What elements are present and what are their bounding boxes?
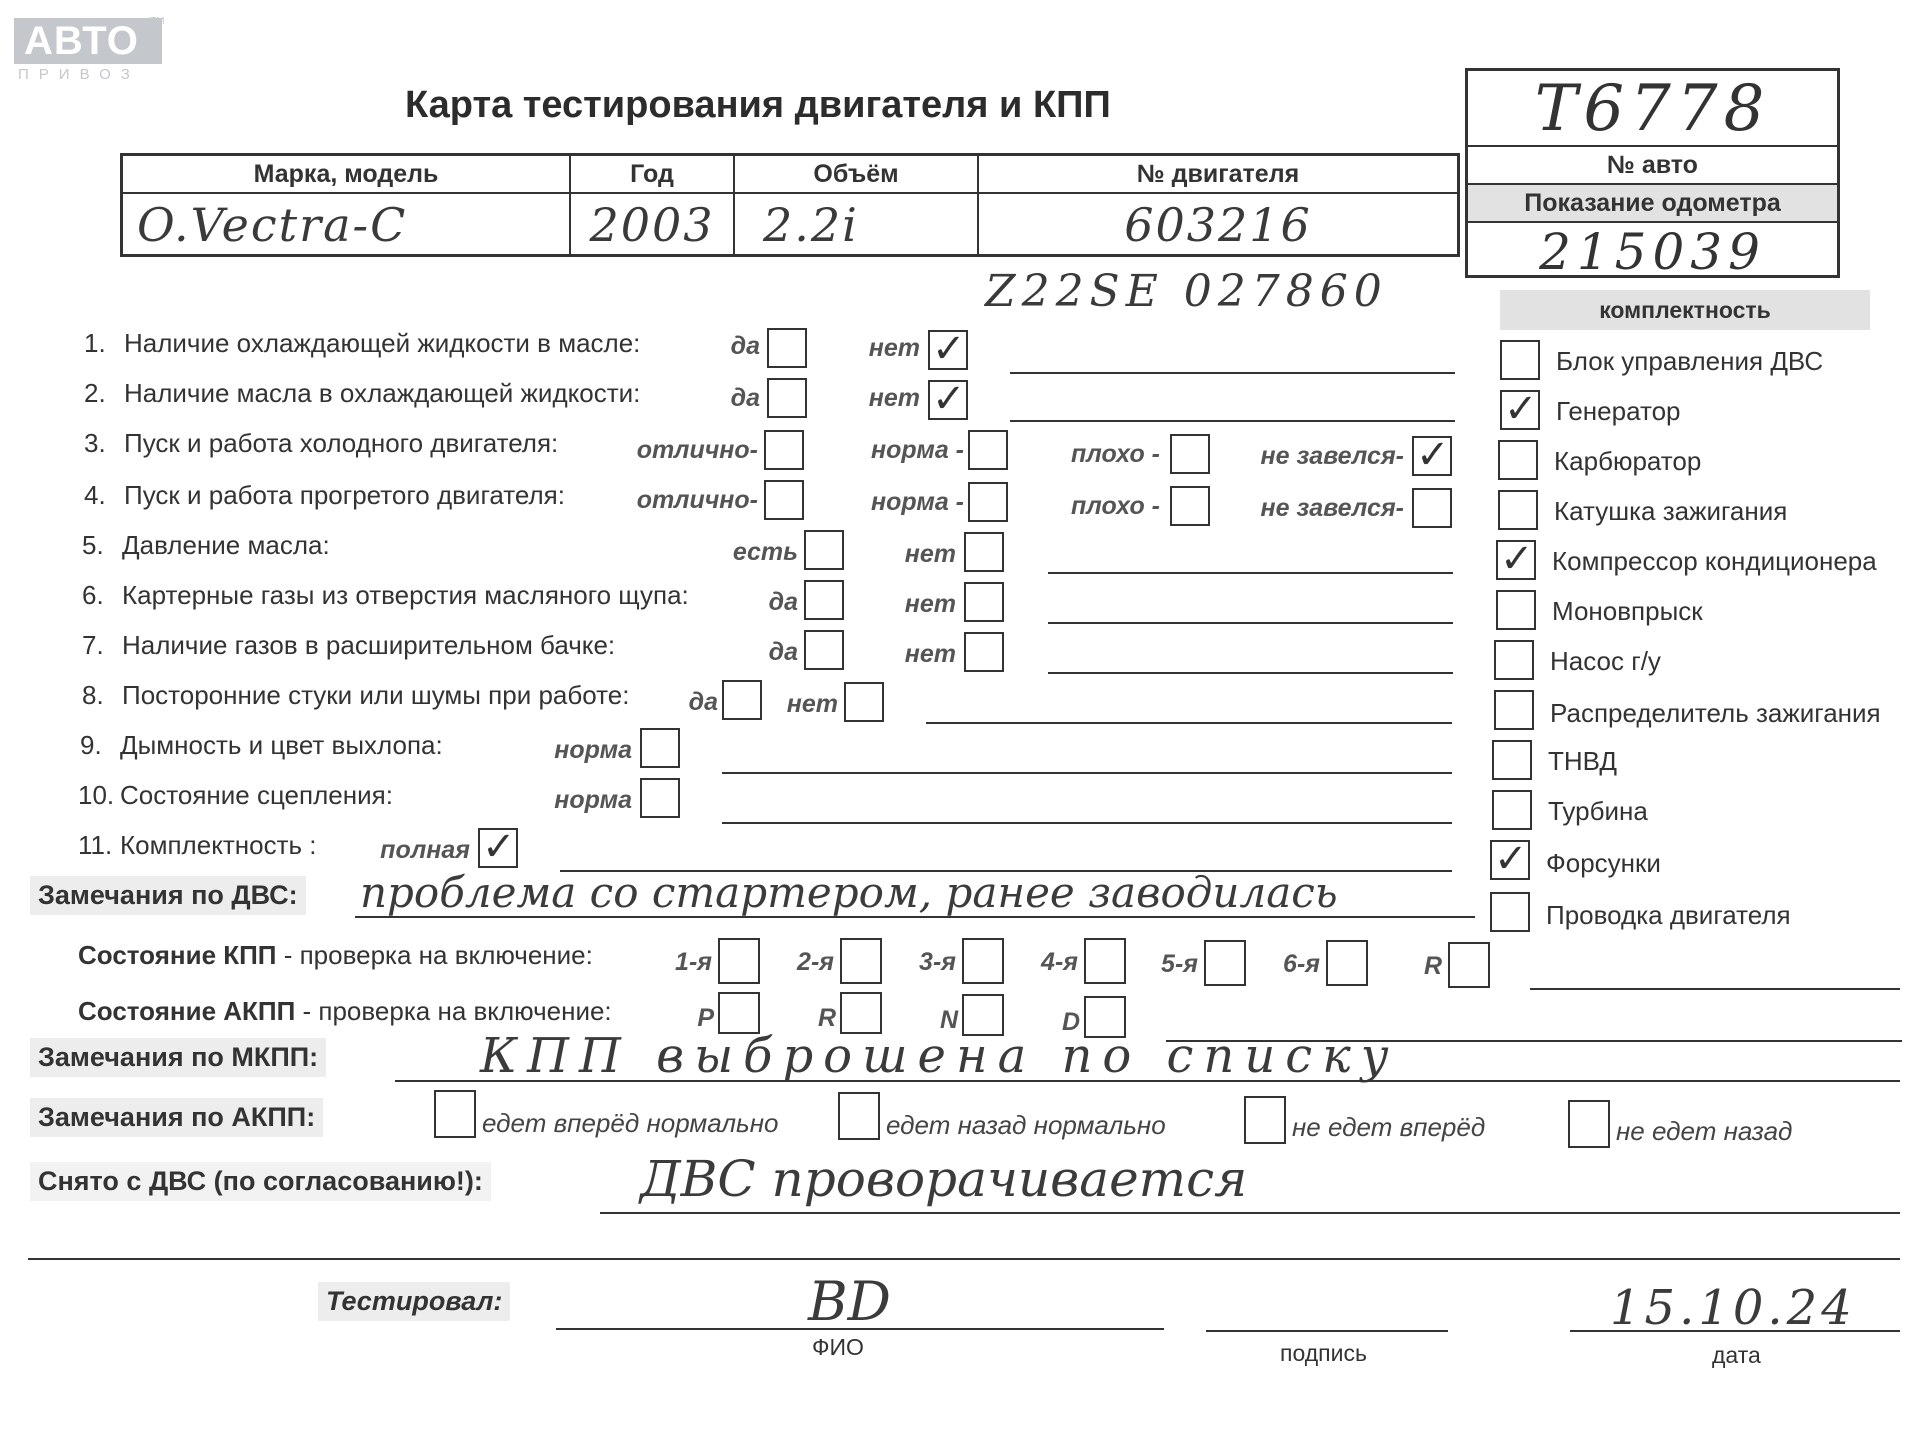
- question-number: 10.: [78, 780, 115, 810]
- date-label: дата: [1712, 1342, 1761, 1368]
- akpp-remark-checkbox[interactable]: [434, 1090, 476, 1138]
- option-label: норма -: [871, 436, 964, 464]
- option-label: плохо -: [1071, 492, 1160, 520]
- checkbox[interactable]: [764, 430, 804, 470]
- komplektnost-item: Проводка двигателя: [1546, 900, 1791, 930]
- question-text: Наличие газов в расширительном бачке:: [122, 630, 616, 660]
- checkbox[interactable]: [804, 530, 844, 570]
- mkpp-remarks-label: Замечания по МКПП:: [30, 1038, 326, 1077]
- engine-code: Z22SE 027860: [985, 266, 1388, 317]
- date-line: [1570, 1330, 1900, 1332]
- engine-number-label: № двигателя: [979, 156, 1457, 194]
- dvs-remarks-value: проблема со стартером, ранее заводилась: [360, 868, 1338, 917]
- mkpp-remarks-value: КПП выброшена по списку: [480, 1028, 1399, 1084]
- gear-checkbox[interactable]: [1084, 938, 1126, 984]
- question-number: 5.: [82, 530, 104, 560]
- option-label: отлично-: [636, 486, 758, 514]
- checkbox[interactable]: [804, 630, 844, 670]
- option-label: нет: [868, 384, 920, 412]
- gear-checkbox[interactable]: [1204, 940, 1246, 986]
- checkbox[interactable]: [722, 680, 762, 720]
- note-line: [1010, 420, 1455, 422]
- logo-main: АВТО: [14, 18, 162, 64]
- option-label: норма -: [871, 488, 964, 516]
- gear-checkbox[interactable]: [962, 938, 1004, 984]
- checkbox[interactable]: [804, 580, 844, 620]
- odometer-value: 215039: [1539, 223, 1766, 281]
- option-label: норма: [554, 736, 632, 764]
- akpp-remark-option: не едет назад: [1616, 1116, 1793, 1146]
- gear-checkbox[interactable]: [840, 938, 882, 984]
- komplektnost-item: Катушка зажигания: [1554, 496, 1788, 526]
- checkbox[interactable]: [964, 532, 1004, 572]
- question-text: Картерные газы из отверстия масляного щупа:: [122, 580, 689, 610]
- make-model-value: O.Vectra-C: [137, 198, 408, 252]
- question-number: 8.: [82, 680, 104, 710]
- akpp-remark-option: едет назад нормально: [886, 1110, 1166, 1140]
- checkbox[interactable]: [844, 682, 884, 722]
- checkbox[interactable]: [1412, 488, 1452, 528]
- gear-label: 4-я: [1041, 948, 1078, 976]
- komplektnost-item: Насос г/у: [1550, 646, 1661, 676]
- note-line: [722, 822, 1452, 824]
- option-label: не завелся-: [1260, 442, 1404, 470]
- option-label: не завелся-: [1260, 494, 1404, 522]
- akpp-remarks-label: Замечания по АКПП:: [30, 1098, 323, 1137]
- checkbox[interactable]: [1498, 490, 1538, 530]
- komplektnost-item: ТНВД: [1548, 746, 1618, 776]
- date-value: 15.10.24: [1610, 1280, 1856, 1336]
- checkbox[interactable]: [767, 328, 807, 368]
- note-line: [722, 772, 1452, 774]
- option-label: полная: [380, 836, 470, 864]
- question-number: 1.: [84, 328, 106, 358]
- vehicle-info-table: [120, 153, 1460, 257]
- question-number: 11.: [78, 830, 113, 860]
- question-number: 4.: [84, 480, 106, 510]
- akpp-remark-option: едет вперёд нормально: [482, 1108, 779, 1138]
- note-line: [926, 722, 1452, 724]
- checkbox-checked[interactable]: [478, 828, 518, 868]
- note-line: [1048, 672, 1453, 674]
- akpp-mode-label: D: [1061, 1008, 1080, 1036]
- checkbox[interactable]: [964, 582, 1004, 622]
- option-label: да: [730, 332, 760, 360]
- fio-label: ФИО: [812, 1334, 864, 1360]
- option-label: нет: [786, 690, 838, 718]
- question-text: Наличие масла в охлаждающей жидкости:: [124, 378, 641, 408]
- gear-label: 5-я: [1161, 950, 1198, 978]
- note-line: [600, 1212, 1900, 1214]
- komplektnost-item: Форсунки: [1546, 848, 1661, 878]
- checkbox[interactable]: [968, 430, 1008, 470]
- checkbox-checked[interactable]: [928, 380, 968, 420]
- akpp-mode-label: P: [697, 1004, 714, 1032]
- checkbox[interactable]: [1492, 790, 1532, 830]
- auto-number-box: [1465, 68, 1840, 281]
- question-number: 9.: [80, 730, 102, 760]
- question-text: Наличие охлаждающей жидкости в масле:: [124, 328, 641, 358]
- year-cell: [571, 156, 735, 254]
- note-line: [28, 1258, 1900, 1260]
- question-text: Дымность и цвет выхлопа:: [120, 730, 443, 760]
- question-text: Состояние сцепления:: [120, 780, 393, 810]
- fio-line: [556, 1328, 1164, 1330]
- volume-label: Объём: [735, 156, 977, 194]
- removed-label: Снято с ДВС (по согласованию!):: [30, 1162, 491, 1201]
- volume-cell: [735, 156, 979, 254]
- akpp-remark-option: не едет вперёд: [1292, 1112, 1486, 1142]
- odometer-label: Показание одометра: [1468, 185, 1837, 223]
- gear-checkbox[interactable]: [1326, 940, 1368, 986]
- komplektnost-title: комплектность: [1500, 290, 1870, 330]
- komplektnost-item: Компрессор кондиционера: [1552, 546, 1877, 576]
- auto-number-value: T6778: [1468, 71, 1837, 147]
- year-value: 2003: [589, 198, 715, 252]
- gear-label: 6-я: [1283, 950, 1320, 978]
- note-line: [1010, 372, 1455, 374]
- logo-tm: TM: [150, 16, 165, 27]
- komplektnost-item: Блок управления ДВС: [1556, 346, 1824, 376]
- option-label: да: [730, 384, 760, 412]
- checkbox[interactable]: [1492, 740, 1532, 780]
- logo-sub: ПРИВОЗ: [18, 66, 140, 83]
- auto-number-label: № авто: [1468, 147, 1837, 185]
- question-text: Посторонние стуки или шумы при работе:: [122, 680, 630, 710]
- checkbox[interactable]: [1496, 590, 1536, 630]
- checkbox[interactable]: [964, 632, 1004, 672]
- volume-value: 2.2i: [763, 198, 859, 252]
- option-label: нет: [904, 590, 956, 618]
- option-label: нет: [868, 334, 920, 362]
- signature-line: [1206, 1330, 1448, 1332]
- option-label: норма: [554, 786, 632, 814]
- option-label: да: [768, 638, 798, 666]
- akpp-state-label: Состояние АКПП - проверка на включение:: [78, 996, 612, 1026]
- checkbox-checked[interactable]: [928, 330, 968, 370]
- checkbox[interactable]: [1500, 340, 1540, 380]
- kpp-state-label: Состояние КПП - проверка на включение:: [78, 940, 593, 970]
- option-label: нет: [904, 540, 956, 568]
- akpp-remark-checkbox[interactable]: [1568, 1100, 1610, 1148]
- engine-number-cell: [979, 156, 1457, 254]
- question-text: Пуск и работа холодного двигателя:: [124, 428, 559, 458]
- note-line: [1048, 572, 1453, 574]
- komplektnost-item: Моновпрыск: [1552, 596, 1703, 626]
- komplektnost-item: Генератор: [1556, 396, 1681, 426]
- komplektnost-item: Турбина: [1548, 796, 1648, 826]
- checkbox[interactable]: [1490, 892, 1530, 932]
- checkbox[interactable]: [640, 778, 680, 818]
- option-label: нет: [904, 640, 956, 668]
- question-number: 6.: [82, 580, 104, 610]
- checkbox[interactable]: [1498, 440, 1538, 480]
- akpp-mode-label: R: [817, 1004, 836, 1032]
- gear-checkbox[interactable]: [718, 938, 760, 984]
- akpp-remark-checkbox[interactable]: [1244, 1096, 1286, 1144]
- fio-value: BD: [808, 1270, 891, 1333]
- note-line: [1048, 622, 1453, 624]
- checkbox-checked[interactable]: [1412, 436, 1452, 476]
- akpp-mode-label: N: [939, 1006, 958, 1034]
- gear-checkbox[interactable]: [1448, 942, 1490, 988]
- tested-label: Тестировал:: [318, 1282, 510, 1321]
- option-label: есть: [732, 538, 798, 566]
- make-model-cell: [123, 156, 571, 254]
- dvs-remarks-label: Замечания по ДВС:: [30, 876, 306, 915]
- checkbox-checked[interactable]: [1496, 540, 1536, 580]
- question-text: Комплектность :: [120, 830, 317, 860]
- checkbox[interactable]: [640, 728, 680, 768]
- gear-label: 2-я: [797, 948, 834, 976]
- note-line: [395, 1080, 1900, 1082]
- checkbox[interactable]: [968, 482, 1008, 522]
- checkbox[interactable]: [1494, 690, 1534, 730]
- checkbox[interactable]: [1494, 640, 1534, 680]
- option-label: отлично-: [636, 436, 758, 464]
- checkbox-checked[interactable]: [1490, 840, 1530, 880]
- question-number: 3.: [84, 428, 106, 458]
- make-model-label: Марка, модель: [123, 156, 569, 194]
- komplektnost-item: Карбюратор: [1554, 446, 1702, 476]
- akpp-remark-checkbox[interactable]: [838, 1092, 880, 1140]
- page-title: Карта тестирования двигателя и КПП: [405, 84, 1111, 126]
- checkbox[interactable]: [764, 480, 804, 520]
- note-line: [1530, 988, 1900, 990]
- option-label: да: [688, 688, 718, 716]
- option-label: плохо -: [1071, 440, 1160, 468]
- engine-number-value: 603216: [1124, 198, 1312, 252]
- question-number: 2.: [84, 378, 106, 408]
- question-text: Давление масла:: [122, 530, 330, 560]
- year-label: Год: [571, 156, 733, 194]
- checkbox[interactable]: [1170, 486, 1210, 526]
- question-number: 7.: [82, 630, 104, 660]
- note-line: [355, 916, 1475, 918]
- question-text: Пуск и работа прогретого двигателя:: [124, 480, 565, 510]
- logo: [14, 18, 150, 83]
- removed-value: ДВС проворачивается: [640, 1150, 1248, 1208]
- gear-label: 1-я: [675, 948, 712, 976]
- komplektnost-item: Распределитель зажигания: [1550, 698, 1881, 728]
- gear-label: 3-я: [919, 948, 956, 976]
- gear-label: R: [1423, 952, 1442, 980]
- option-label: да: [768, 588, 798, 616]
- signature-label: подпись: [1280, 1340, 1367, 1366]
- checkbox-checked[interactable]: [1500, 390, 1540, 430]
- checkbox[interactable]: [767, 378, 807, 418]
- checkbox[interactable]: [1170, 434, 1210, 474]
